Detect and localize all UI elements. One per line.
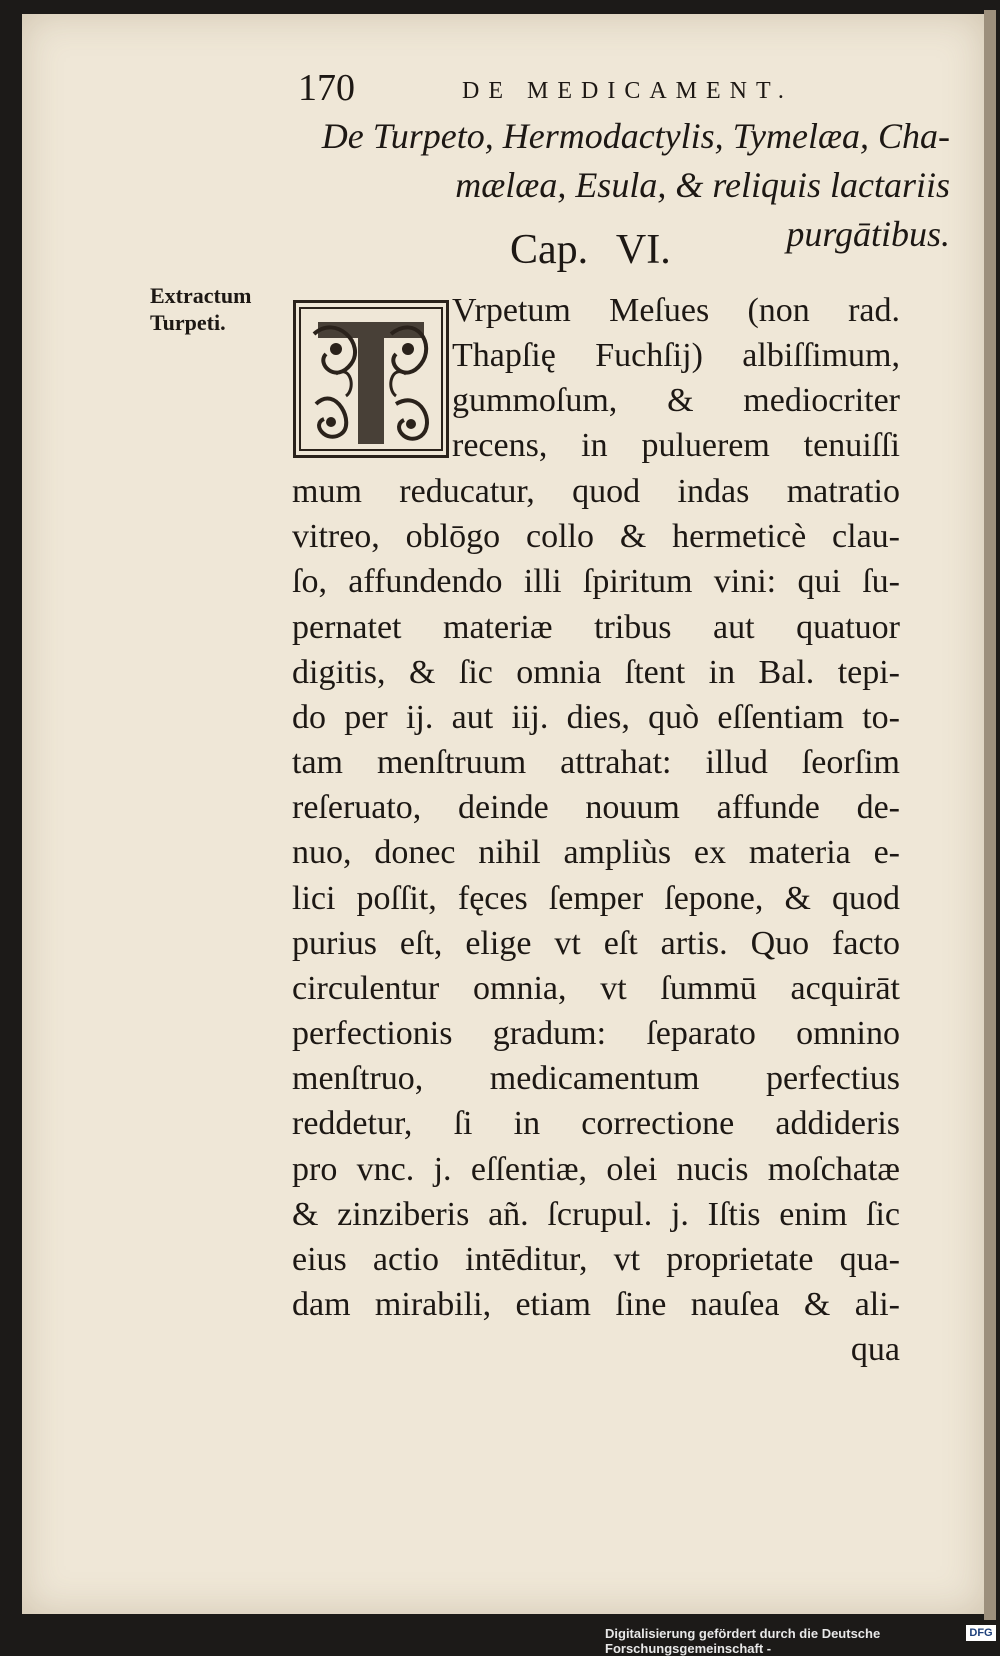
page-edge [984, 10, 996, 1620]
text-line: circulentur omnia, vt ſummū acquirāt [292, 970, 900, 1007]
text-line: do per ij. aut iij. dies, quò eſſentiam to- [292, 699, 900, 736]
page-number: 170 [298, 67, 355, 109]
text-line: dam mirabili, etiam ſine nauſea & ali- [292, 1286, 900, 1323]
margin-note-line: Extractum [150, 283, 252, 308]
running-title: DE MEDICAMENT. [462, 78, 793, 104]
text-line: gummoſum, & mediocriter [452, 382, 900, 419]
text-line: recens, in puluerem tenuiſſi [452, 427, 900, 464]
text-line: vitreo, oblōgo collo & hermeticè clau- [292, 518, 900, 555]
digitization-credit: Digitalisierung gefördert durch die Deutsche Forschungsgemeinschaft - [605, 1626, 881, 1656]
text-line: eius actio intēditur, vt proprietate qua- [292, 1241, 900, 1278]
chapter-title-line: De Turpeto, Hermodactylis, Tymelæa, Cha- [321, 116, 950, 156]
text-line: Thapſię Fuchſij) albiſſimum, [452, 337, 900, 374]
dfg-logo: DFG [966, 1625, 996, 1641]
text-line: ſo, affundendo illi ſpiritum vini: qui ſu- [292, 563, 900, 600]
text-line: perfectionis gradum: ſeparato omnino [292, 1015, 900, 1052]
text-line: & zinziberis añ. ſcrupul. j. Iſtis enim ſic [292, 1196, 900, 1233]
text-line: digitis, & ſic omnia ſtent in Bal. tepi- [292, 654, 900, 691]
page-header [298, 64, 838, 112]
text-line: pro vnc. j. eſſentiæ, olei nucis moſchatæ [292, 1151, 900, 1188]
text-line: reſeruato, deinde nouum affunde de- [292, 789, 900, 826]
catchword: qua [850, 1331, 900, 1368]
text-line: Vrpetum Meſues (non rad. [452, 292, 900, 329]
text-line: purius eſt, elige vt eſt artis. Quo facto [292, 925, 900, 962]
margin-note-line: Turpeti. [150, 310, 226, 335]
text-line: nuo, donec nihil ampliùs ex materia e- [292, 834, 900, 871]
drop-cap-ornament [296, 303, 446, 455]
ornamental-initial-icon [293, 300, 449, 458]
text-line: mum reducatur, quod indas matratio [292, 473, 900, 510]
text-line: pernatet materiæ tribus aut quatuor [292, 609, 900, 646]
text-line: menſtruo, medicamentum perfectius [292, 1060, 900, 1097]
text-line: tam menſtruum attrahat: illud ſeorſim [292, 744, 900, 781]
text-line: reddetur, ſi in correctione addideris [292, 1105, 900, 1142]
text-line: lici poſſit, fęces ſemper ſepone, & quod [292, 880, 900, 917]
margin-note [150, 282, 251, 336]
chapter-label: Cap. VI. [510, 227, 671, 273]
chapter-title-line: mælæa, Esula, & reliquis lactariis purgātibus. [455, 165, 950, 254]
